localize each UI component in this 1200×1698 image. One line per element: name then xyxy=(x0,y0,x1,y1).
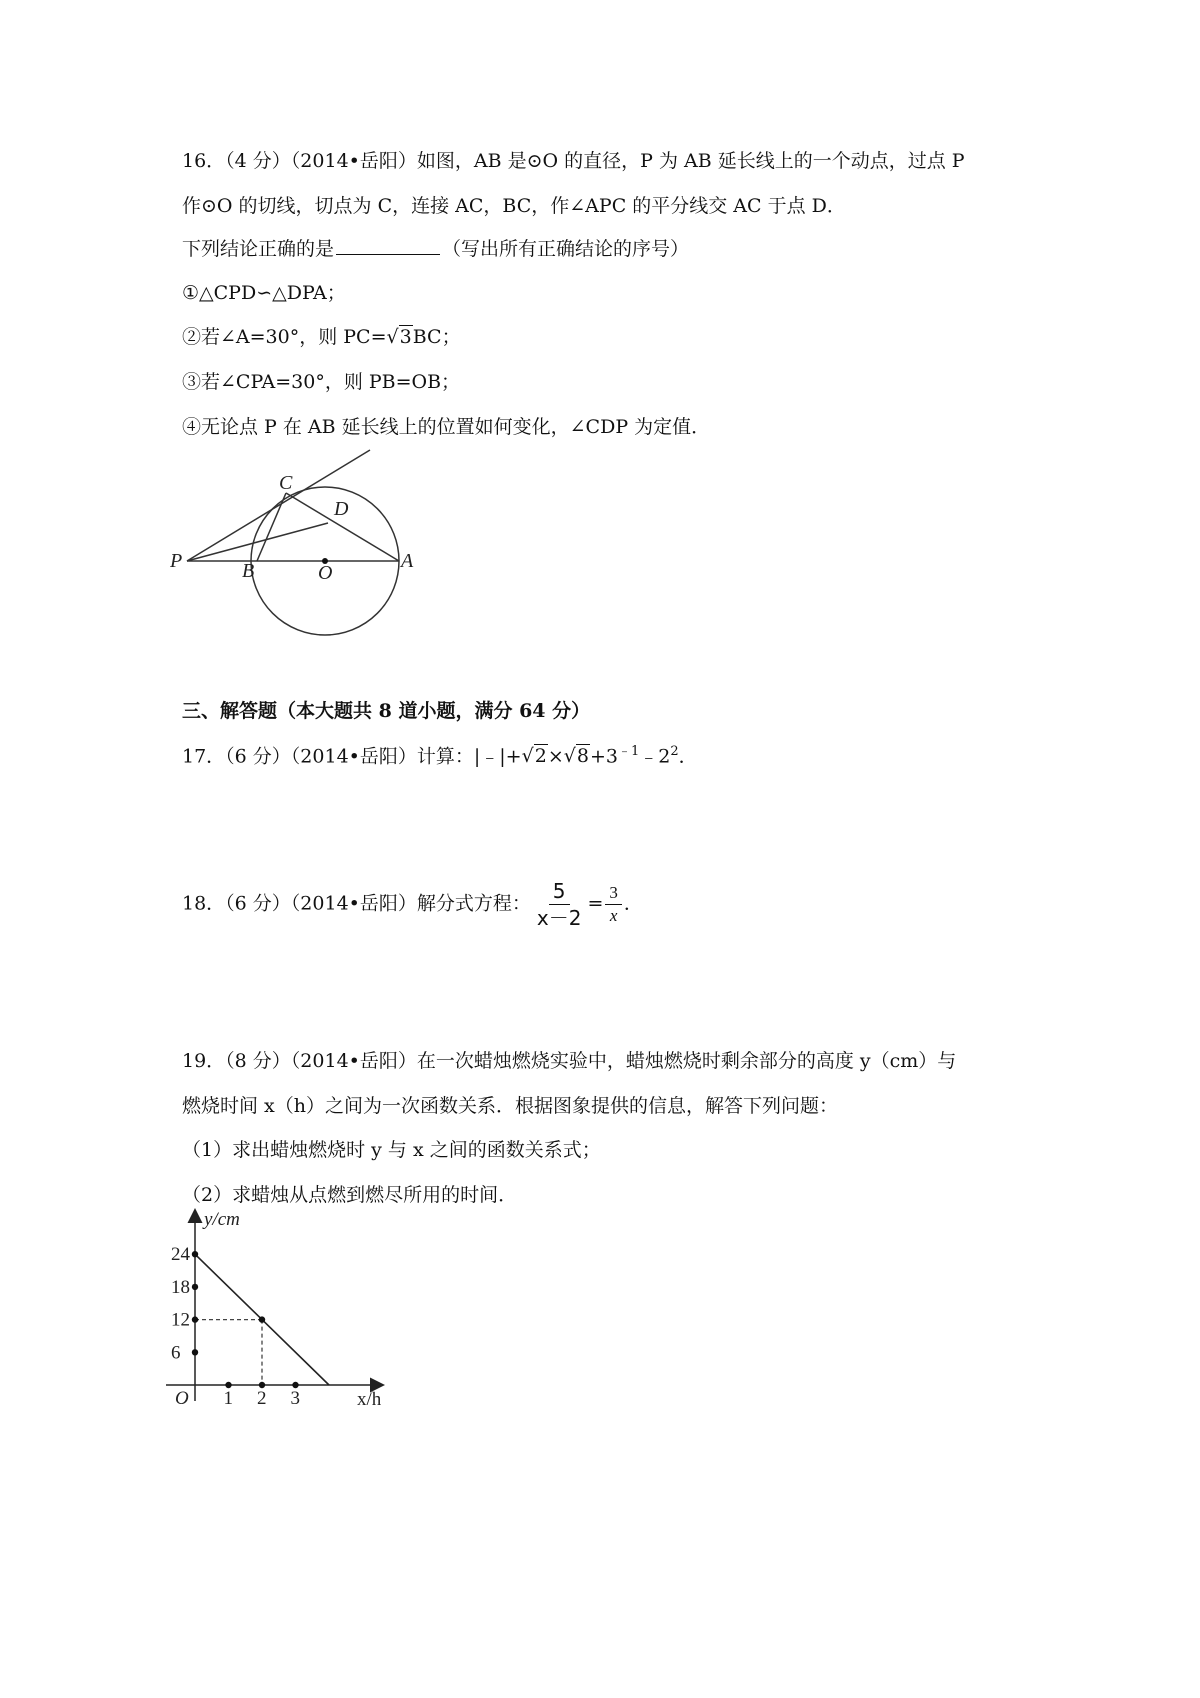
data-point xyxy=(192,1284,198,1290)
data-point xyxy=(192,1316,198,1322)
q18-prefix: 18．（6 分）（2014•岳阳）解分式方程： xyxy=(182,892,531,915)
label-a: A xyxy=(401,550,414,572)
exponent-2: 2 xyxy=(670,744,679,759)
origin-label: O xyxy=(175,1388,189,1409)
x-tick-label: 1 xyxy=(223,1388,233,1409)
label-b: B xyxy=(242,560,255,582)
minus-two: ﹣2 xyxy=(639,745,671,768)
q16-prompt: 下列结论正确的是 xyxy=(182,238,335,260)
label-p: P xyxy=(170,550,183,572)
fraction-right xyxy=(605,882,622,927)
q19-part2: （2）求蜡烛从点燃到燃尽所用的时间． xyxy=(182,1184,518,1206)
q16-option-4: ④无论点 P 在 AB 延长线上的位置如何变化，∠CDP 为定值． xyxy=(182,416,711,438)
function-graph xyxy=(160,1205,400,1415)
q16-option-2 xyxy=(182,322,461,349)
times-sign: × xyxy=(547,745,564,768)
x-tick-label: 3 xyxy=(290,1388,300,1409)
y-tick-label: 18 xyxy=(171,1276,190,1298)
radicand-8: 8 xyxy=(576,745,589,768)
q16-option-3: ③若∠CPA=30°，则 PB=OB； xyxy=(182,371,461,393)
data-point xyxy=(192,1251,198,1257)
radicand: 3 xyxy=(399,326,412,348)
q16-option-2-text: ②若∠A=30°，则 PC= xyxy=(182,326,387,348)
fraction-left-numerator: 5 xyxy=(549,878,570,905)
q17-abs: |﹣|+ xyxy=(473,745,522,768)
label-d: D xyxy=(334,498,349,520)
q16-prompt-note: （写出所有正确结论的序号） xyxy=(442,238,690,260)
sqrt-2: √2 xyxy=(521,745,547,768)
q16-line1: 16．（4 分）（2014•岳阳）如图，AB 是⊙O 的直径，P 为 AB 延长线上的一个动点，过点 P xyxy=(182,150,965,172)
plus-three: +3 xyxy=(589,745,618,768)
data-point xyxy=(192,1349,198,1355)
data-point xyxy=(259,1316,265,1322)
segment-cb xyxy=(257,493,286,561)
fraction-right-denominator: x xyxy=(609,906,618,925)
q17-line xyxy=(182,740,698,768)
sqrt-8: √8 xyxy=(563,745,589,768)
bisector-pd xyxy=(187,523,328,561)
x-tick-label: 2 xyxy=(257,1388,267,1409)
q16-option-1: ①△CPD∽△DPA； xyxy=(182,282,346,304)
q17-prefix: 17．（6 分）（2014•岳阳）计算： xyxy=(182,745,474,768)
q19-line2: 燃烧时间 x（h）之间为一次函数关系．根据图象提供的信息，解答下列问题： xyxy=(182,1095,838,1117)
label-c: C xyxy=(279,472,293,494)
equals-sign: = xyxy=(587,892,604,915)
fraction-left xyxy=(533,878,586,931)
y-axis-label: y/cm xyxy=(204,1209,240,1230)
q16-option-2-tail: BC； xyxy=(412,326,461,348)
fraction-left-denominator: x－2 xyxy=(536,906,582,930)
radicand-2: 2 xyxy=(534,745,547,768)
section-heading: 三、解答题（本大题共 8 道小题，满分 64 分） xyxy=(182,700,591,722)
q16-line3 xyxy=(182,234,689,261)
q18-line xyxy=(182,878,643,931)
q19-part1: （1）求出蜡烛燃烧时 y 与 x 之间的函数关系式； xyxy=(182,1139,601,1161)
sqrt-expression: √3 xyxy=(386,326,412,348)
answer-blank xyxy=(336,240,440,255)
q18-end: ． xyxy=(623,892,643,915)
y-tick-label: 6 xyxy=(171,1342,181,1364)
y-tick-label: 12 xyxy=(171,1309,190,1331)
q16-line2: 作⊙O 的切线，切点为 C，连接 AC，BC，作∠APC 的平分线交 AC 于点 D． xyxy=(182,195,846,217)
label-o: O xyxy=(318,562,333,584)
q19-line1: 19．（8 分）（2014•岳阳）在一次蜡烛燃烧实验中，蜡烛燃烧时剩余部分的高度 y（cm）与 xyxy=(182,1050,957,1072)
x-axis-label: x/h xyxy=(357,1389,382,1410)
fraction-right-numerator: 3 xyxy=(605,882,622,905)
exponent-neg1: ﹣1 xyxy=(617,744,640,759)
q17-end: ． xyxy=(678,745,698,768)
geometry-figure xyxy=(170,445,450,645)
y-tick-label: 24 xyxy=(171,1244,190,1266)
